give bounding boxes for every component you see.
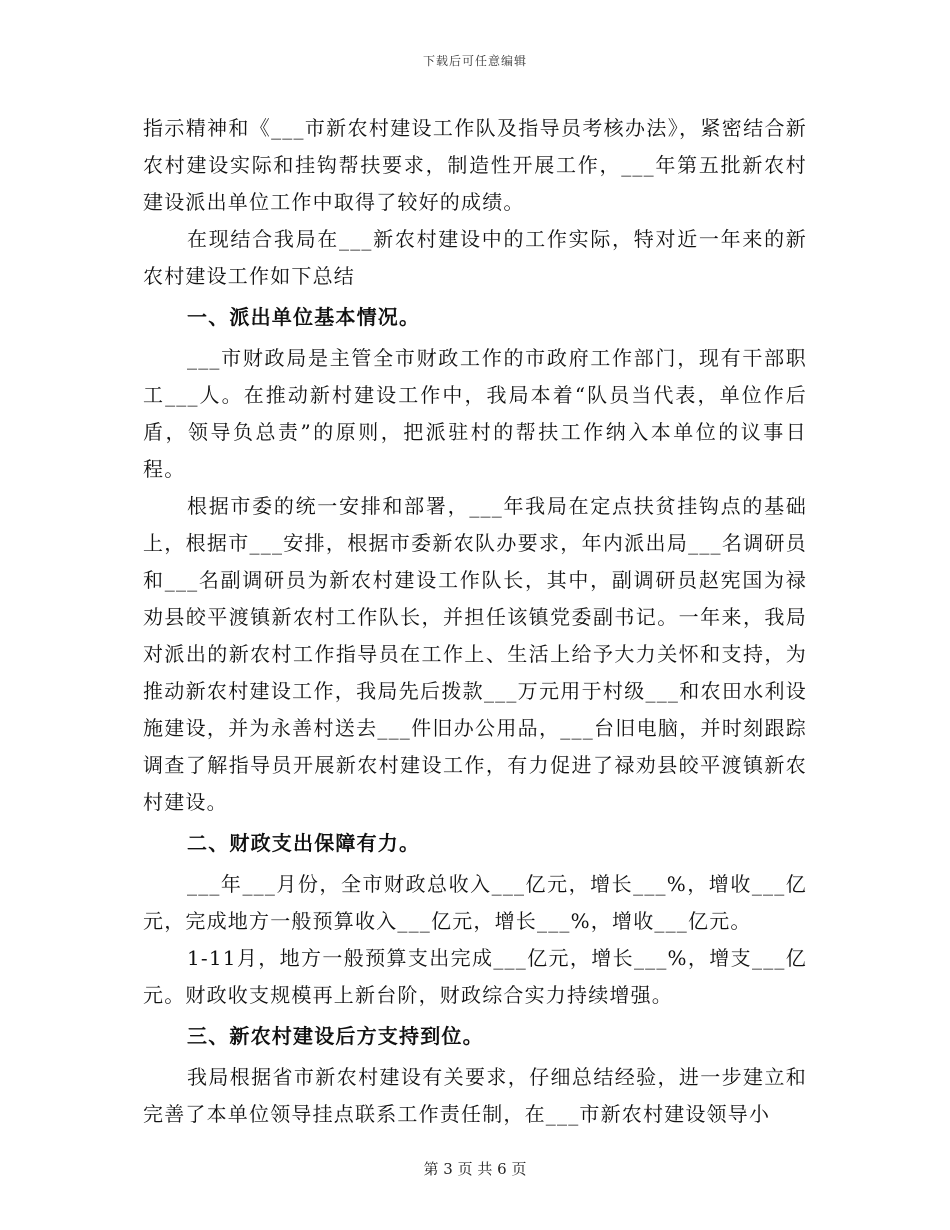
page-header: 下载后可任意编辑 — [422, 54, 527, 68]
paragraph-intro-continued: 指示精神和《___市新农村建设工作队及指导员考核办法》，紧密结合新农村建设实际和挂钩帮扶要求，制造性开展工作，___年第五批新农村建设派出单位工作中取得了较好的成绩。 — [143, 116, 807, 214]
document-body — [143, 110, 807, 1133]
paragraph-summary-intro: 在现结合我局在___新农村建设中的工作实际，特对近一年来的新农村建设工作如下总结 — [143, 227, 807, 288]
section-heading-1: 一、派出单位基本情况。 — [187, 305, 421, 329]
section-heading-2: 二、财政支出保障有力。 — [187, 831, 421, 855]
paragraph-revenue: ___年___月份，全市财政总收入___亿元，增长___%，增收___亿元，完成地方一般预算收入___亿元，增长___%，增收___亿元。 — [143, 872, 807, 933]
paragraph-bureau-overview: ___市财政局是主管全市财政工作的市政府工作部门，现有干部职工___人。在推动新村建设工作中，我局本着“队员当代表，单位作后盾，领导负总责”的原则，把派驻村的帮扶工作纳入本单位的议事日程。 — [143, 346, 807, 481]
paragraph-support: 我局根据省市新农村建设有关要求，仔细总结经验，进一步建立和完善了本单位领导挂点联系工作责任制，在___市新农村建设领导小 — [143, 1065, 807, 1126]
paragraph-expenditure: 1-11月，地方一般预算支出完成___亿元，增长___%，增支___亿元。财政收支规模再上新台阶，财政综合实力持续增强。 — [143, 946, 807, 1007]
page-number-footer: 第 3 页 共 6 页 — [423, 1160, 527, 1178]
paragraph-deployment: 根据市委的统一安排和部署，___年我局在定点扶贫挂钩点的基础上，根据市___安排，根据市委新农队办要求，年内派出局___名调研员和___名副调研员为新农村建设工作队长，其中，副调研员赵宪国为禄劝县皎平渡镇新农村工作队长，并担任该镇党委副书记。一年来，我局对派出的新农村工作指导员在工作上、生活上给予大力关怀和支持，为推动新农村建设工作，我局先后拨款___万元用于村级___和农田水利设施建设，并为永善村送去___件旧办公用品，___台旧电脑，并时刻跟踪调查了解指导员开展新农村建设工作，有力促进了禄劝县皎平渡镇新农村建设。 — [143, 494, 807, 814]
section-heading-3: 三、新农村建设后方支持到位。 — [187, 1024, 484, 1048]
